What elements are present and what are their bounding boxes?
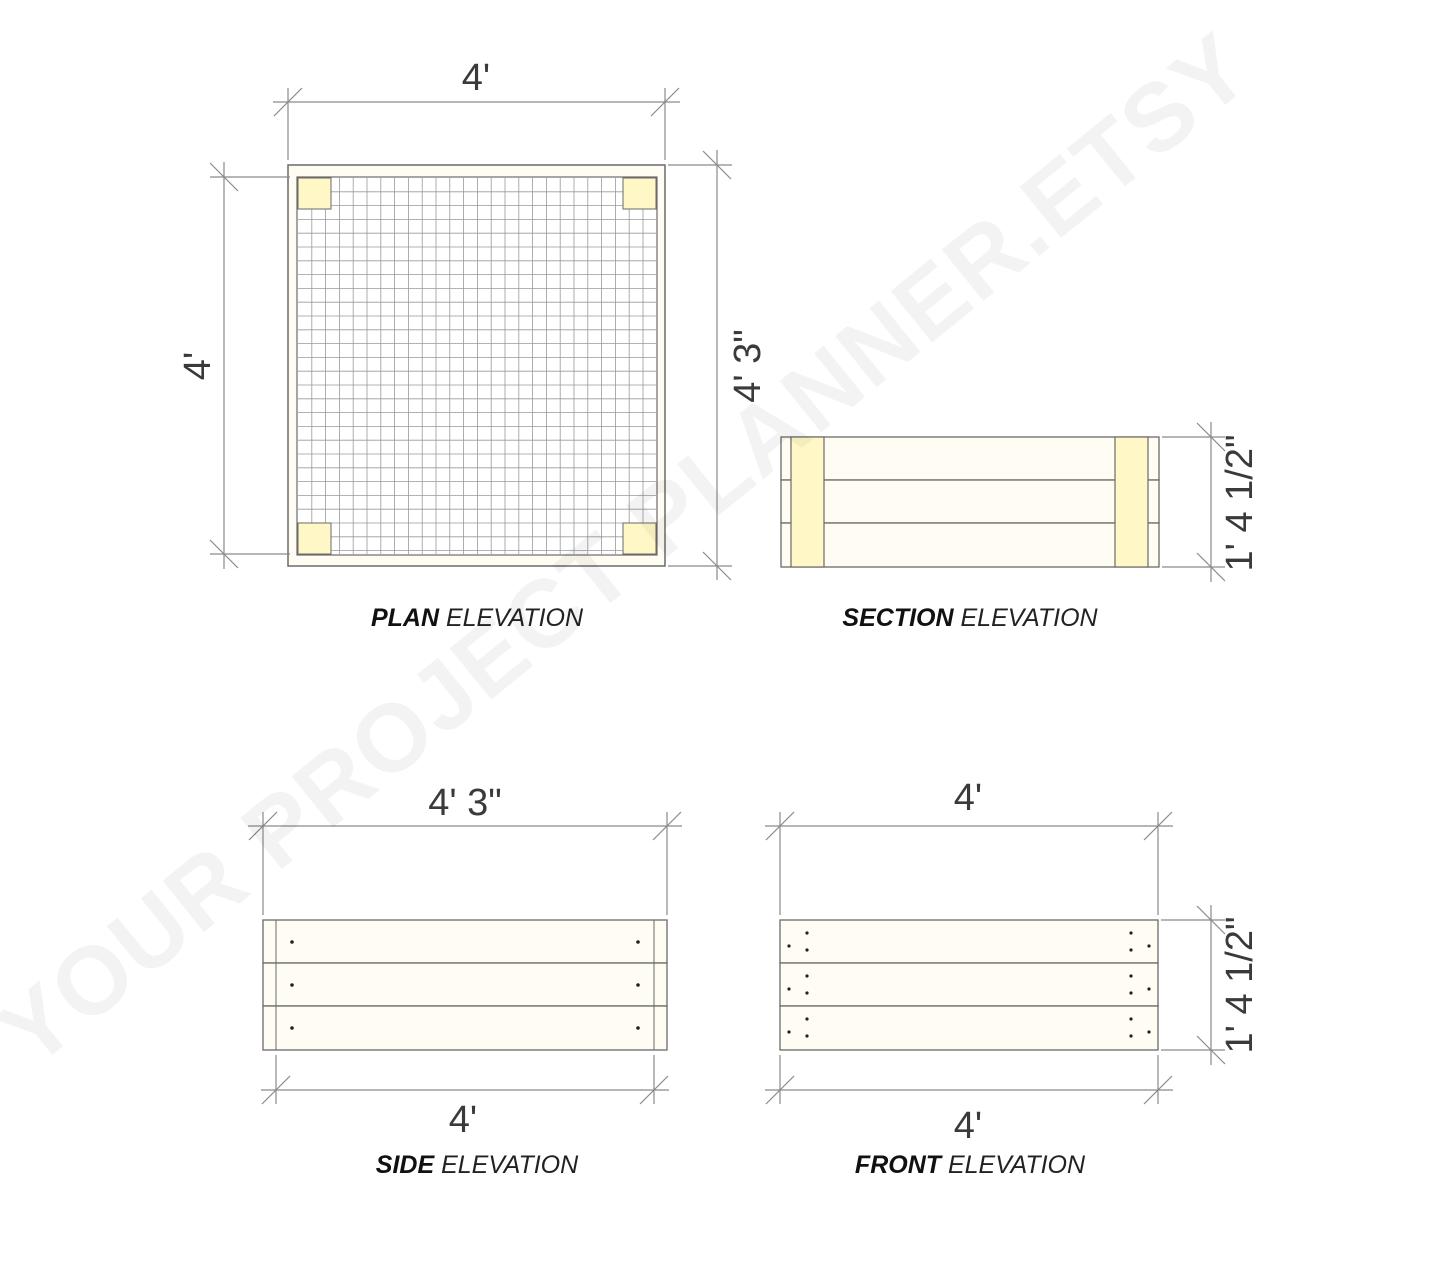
plan-corner-post-bl [298, 523, 331, 554]
plan-title-bold: PLAN [370, 604, 440, 632]
front-board-2 [780, 963, 1158, 1006]
front-dim-bottom-label: 4' [953, 1105, 983, 1147]
front-dim-bottom [765, 1055, 1173, 1104]
section-title-rest: ELEVATION [953, 604, 1098, 632]
side-screw [290, 1026, 294, 1030]
front-title [855, 1151, 1086, 1179]
section-dim-height [1162, 422, 1225, 582]
side-screw [636, 940, 640, 944]
side-dim-bottom [261, 1055, 669, 1104]
plan-corner-post-tl [298, 178, 331, 209]
section-board-3 [781, 523, 1159, 567]
front-screw [805, 931, 808, 934]
side-screw [290, 940, 294, 944]
side-screw [290, 983, 294, 987]
front-screw [1129, 1017, 1132, 1020]
plan-dim-top-label: 4' [461, 57, 491, 99]
front-screw [805, 1034, 808, 1037]
side-screw [636, 1026, 640, 1030]
front-dim-height [1161, 905, 1225, 1065]
front-elevation [765, 777, 1261, 1179]
front-screw [1147, 1030, 1150, 1033]
plan-title-rest: ELEVATION [439, 604, 584, 632]
section-title [842, 604, 1098, 632]
side-title-rest: ELEVATION [434, 1151, 579, 1179]
plan-dim-right-label: 4' 3" [727, 329, 769, 403]
front-title-bold: FRONT [854, 1151, 942, 1179]
front-screw [1147, 987, 1150, 990]
front-screw [805, 1017, 808, 1020]
front-screw [787, 987, 790, 990]
plan-dim-left [210, 162, 290, 569]
front-screw [1129, 931, 1132, 934]
side-title [376, 1151, 579, 1179]
side-board-2 [263, 963, 667, 1006]
section-dim-height-label: 1' 4 1/2" [1219, 434, 1261, 572]
front-screw [1129, 974, 1132, 977]
side-screw [636, 983, 640, 987]
plan-corner-post-tr [623, 178, 656, 209]
front-screw [1129, 1034, 1132, 1037]
section-board-2 [781, 480, 1159, 523]
front-dim-top-label: 4' [953, 777, 983, 819]
side-board-3 [263, 1006, 667, 1050]
section-title-bold: SECTION [842, 604, 954, 632]
front-screw [787, 1030, 790, 1033]
front-screw [805, 974, 808, 977]
front-board-1 [780, 920, 1158, 963]
front-screw [787, 944, 790, 947]
front-title-rest: ELEVATION [941, 1151, 1086, 1179]
section-elevation [781, 422, 1261, 632]
side-dim-top-label: 4' 3" [428, 782, 502, 824]
front-dim-height-label: 1' 4 1/2" [1219, 916, 1261, 1054]
side-title-bold: SIDE [375, 1151, 435, 1179]
front-screw [1147, 944, 1150, 947]
front-screw [1129, 948, 1132, 951]
side-dim-bottom-label: 4' [448, 1099, 478, 1141]
side-board-1 [263, 920, 667, 963]
front-board-3 [780, 1006, 1158, 1050]
front-screw [1129, 991, 1132, 994]
section-post-right [1115, 437, 1148, 567]
front-screw [805, 991, 808, 994]
front-screw [805, 948, 808, 951]
plan-dim-left-label: 4' [177, 351, 219, 381]
front-dim-top [765, 812, 1173, 915]
